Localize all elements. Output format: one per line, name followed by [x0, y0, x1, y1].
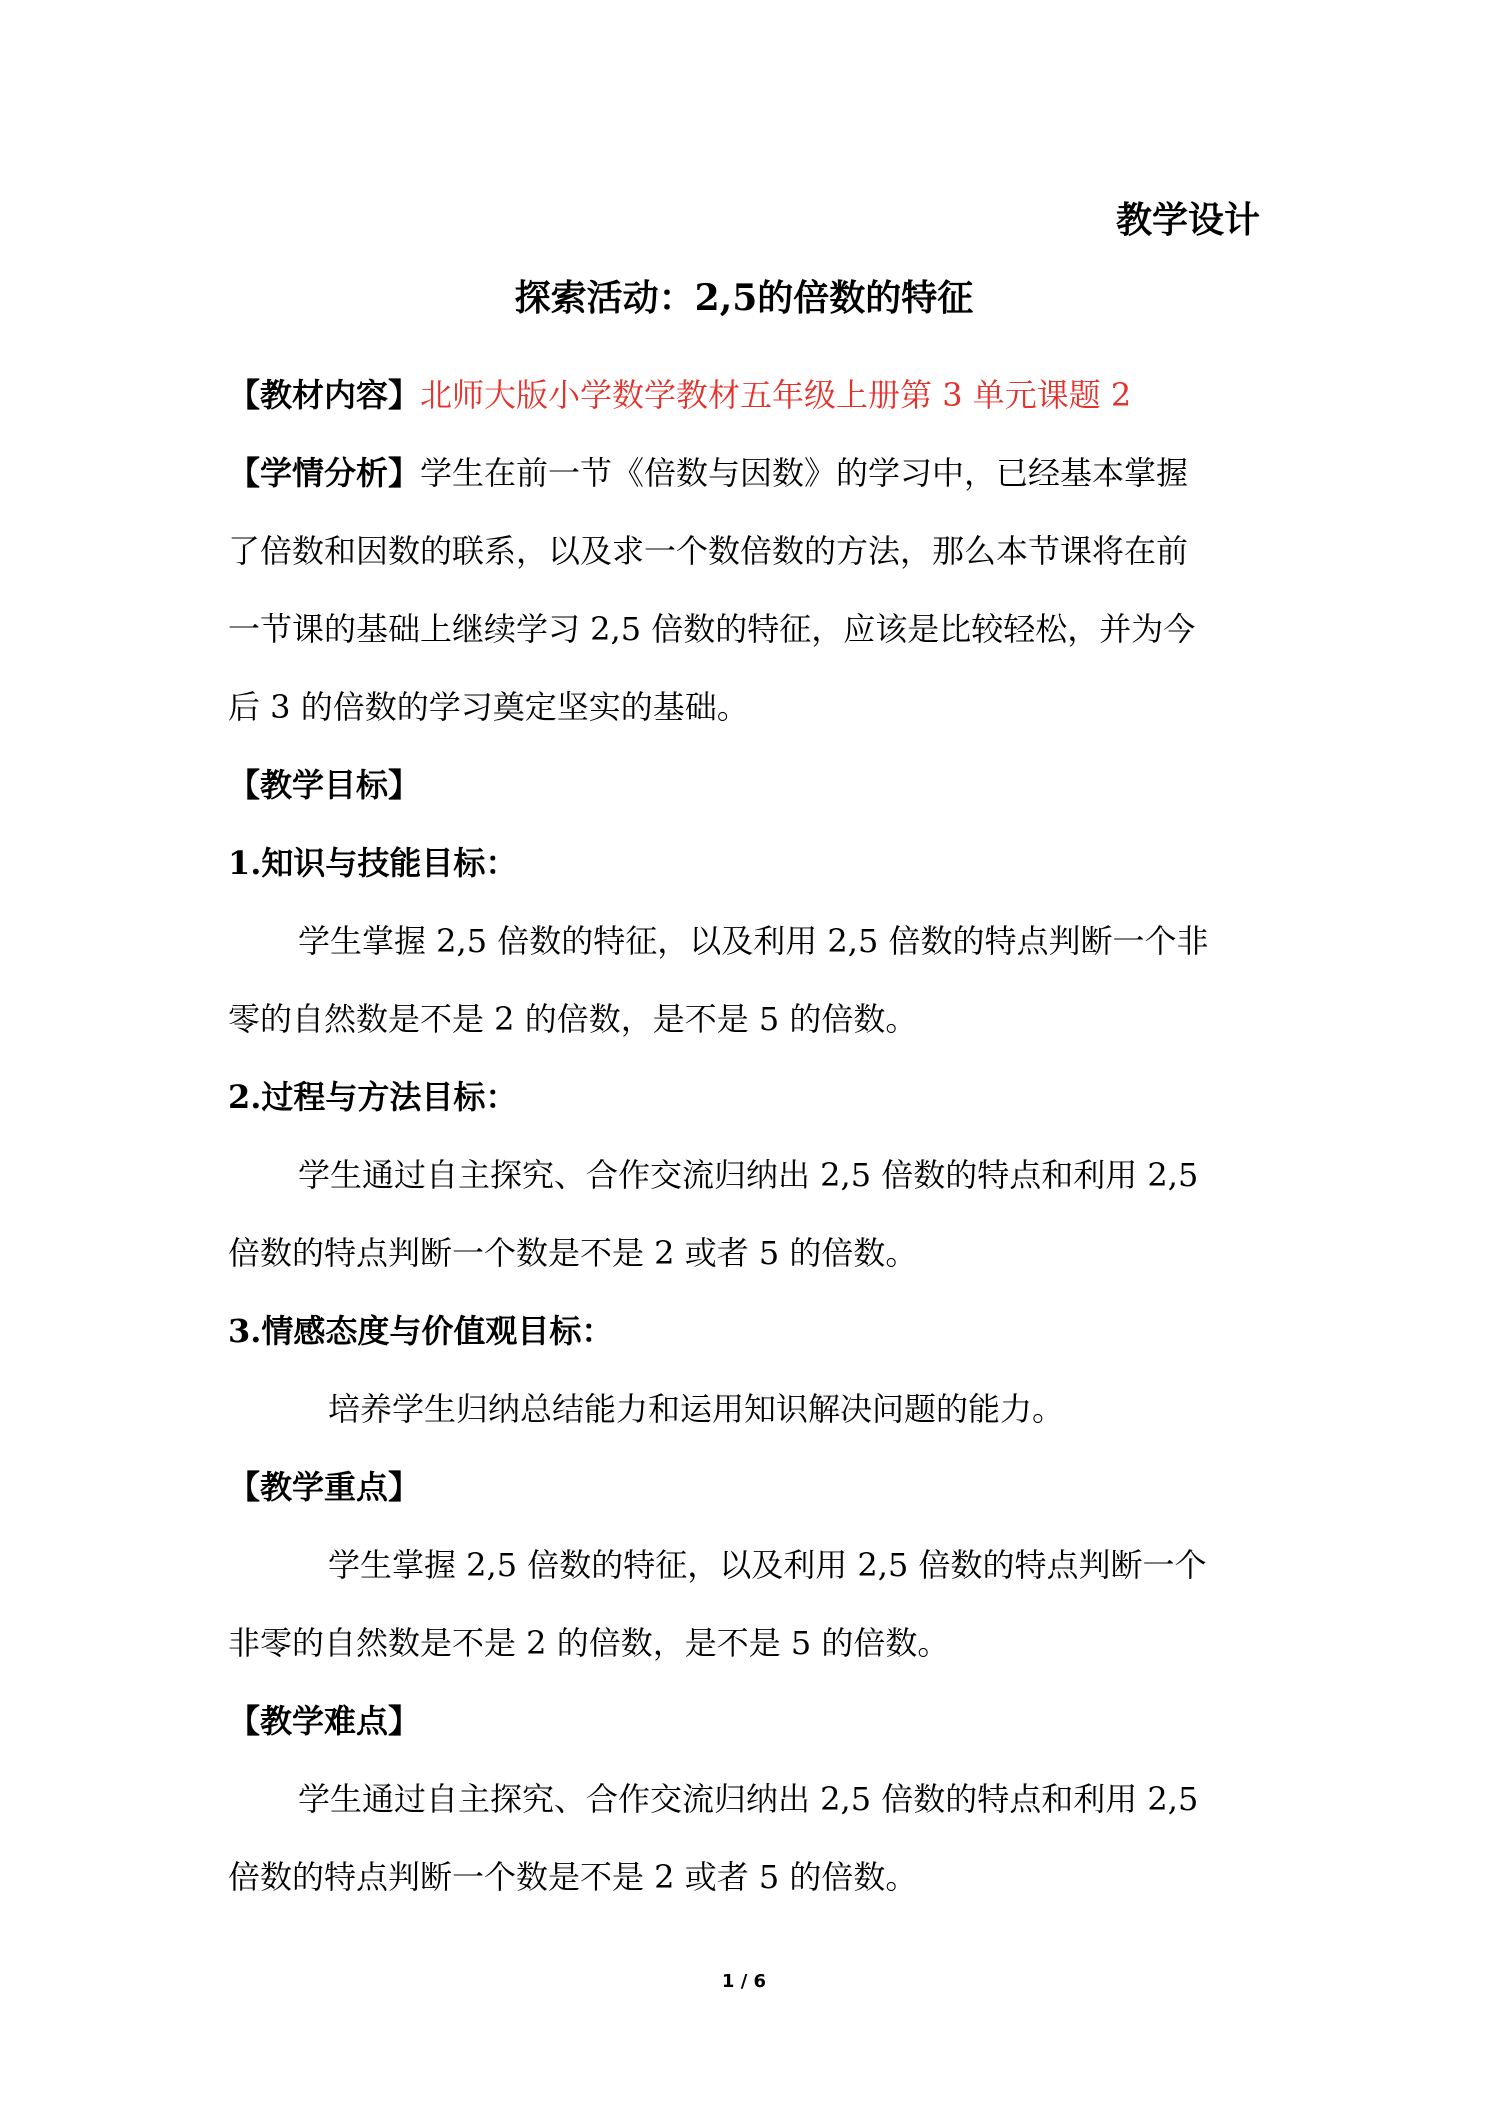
- objective-text: 培养学生归纳总结能力和运用知识解决问题的能力。: [328, 1390, 1065, 1428]
- analysis-line: 一节课的基础上继续学习 2,5 倍数的特征，应该是比较轻松，并为今: [228, 610, 1196, 648]
- analysis-text: 学生在前一节《倍数与因数》的学习中，已经基本掌握: [420, 454, 1189, 492]
- objective-text: 倍数的特点判断一个数是不是 2 或者 5 的倍数。: [228, 1234, 918, 1272]
- analysis-line: 了倍数和因数的联系，以及求一个数倍数的方法，那么本节课将在前: [228, 532, 1189, 570]
- objectives-label: 【教学目标】: [228, 766, 421, 804]
- objective-text: 零的自然数是不是 2 的倍数，是不是 5 的倍数。: [228, 1000, 918, 1038]
- material-section: [228, 356, 1260, 434]
- analysis-label: 【学情分析】: [228, 454, 421, 492]
- page-title: 探索活动：2,5的倍数的特征: [514, 277, 974, 319]
- analysis-line: [228, 434, 1260, 512]
- difficulties-text: 倍数的特点判断一个数是不是 2 或者 5 的倍数。: [228, 1858, 918, 1896]
- key-points-label: 【教学重点】: [228, 1468, 421, 1506]
- key-points-text: 学生掌握 2,5 倍数的特征，以及利用 2,5 倍数的特点判断一个: [328, 1546, 1207, 1584]
- difficulties-text: 学生通过自主探究、合作交流归纳出 2,5 倍数的特点和利用 2,5: [298, 1780, 1199, 1818]
- document-body: [228, 356, 1260, 1916]
- objective-heading: 1.知识与技能目标：: [228, 844, 518, 882]
- key-points-text: 非零的自然数是不是 2 的倍数，是不是 5 的倍数。: [228, 1624, 950, 1662]
- objective-heading: 3.情感态度与价值观目标：: [228, 1312, 614, 1350]
- objective-text: 学生掌握 2,5 倍数的特征，以及利用 2,5 倍数的特点判断一个非: [298, 922, 1209, 960]
- objective-text: 学生通过自主探究、合作交流归纳出 2,5 倍数的特点和利用 2,5: [298, 1156, 1199, 1194]
- page-number: 1 / 6: [721, 1971, 767, 1992]
- material-label: 【教材内容】: [228, 376, 421, 414]
- objective-heading: 2.过程与方法目标：: [228, 1078, 518, 1116]
- analysis-line: 后 3 的倍数的学习奠定坚实的基础。: [228, 688, 749, 726]
- document-type-heading: 教学设计: [1115, 199, 1260, 241]
- material-text: 北师大版小学数学教材五年级上册第 3 单元课题 2: [420, 376, 1132, 414]
- difficulties-label: 【教学难点】: [228, 1702, 421, 1740]
